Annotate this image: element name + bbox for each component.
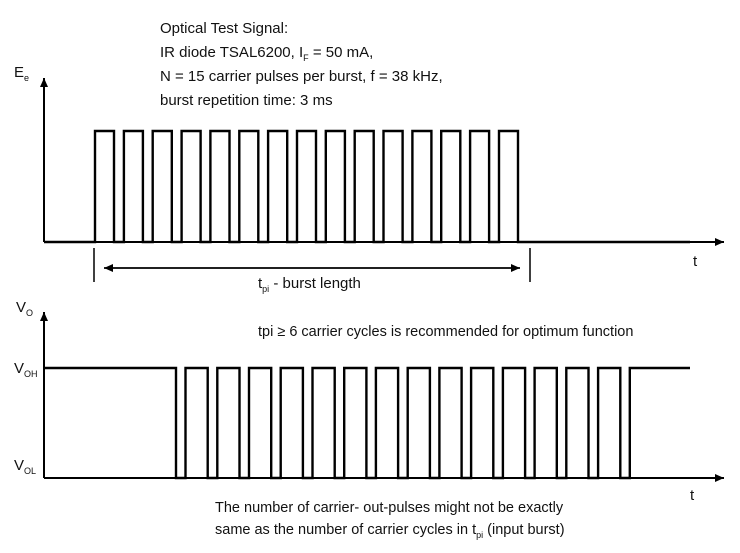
header-carrier-line: N = 15 carrier pulses per burst, f = 38 kHz, bbox=[160, 68, 443, 85]
bottom-y-axis-label bbox=[16, 299, 33, 318]
voh-level-label-main: V bbox=[14, 360, 25, 377]
burst-length-label-sub: pi bbox=[262, 284, 270, 294]
burst-length-label-rest: - burst length bbox=[269, 275, 361, 292]
header-diode-prefix: IR diode TSAL6200, I bbox=[160, 44, 304, 61]
top-x-axis-label: t bbox=[693, 253, 698, 270]
bottom-x-axis-label: t bbox=[690, 487, 695, 504]
burst-length-label bbox=[258, 275, 361, 294]
header-title: Optical Test Signal: bbox=[160, 20, 289, 37]
header-diode-sub: F bbox=[303, 53, 309, 63]
recommendation-note: tpi ≥ 6 carrier cycles is recommended for optimum function bbox=[258, 324, 634, 340]
bottom-y-axis-label-main: V bbox=[16, 299, 27, 316]
output-waveform bbox=[44, 368, 690, 478]
header-repetition-line: burst repetition time: 3 ms bbox=[160, 92, 333, 109]
header-diode-suffix: = 50 mA, bbox=[308, 44, 374, 61]
burst-length-label-main: t bbox=[258, 275, 263, 292]
vol-level-label bbox=[14, 457, 36, 476]
voh-level-label bbox=[14, 360, 38, 379]
pulse-count-note-line2-prefix: same as the number of carrier cycles in t bbox=[215, 522, 477, 538]
vol-level-label-main: V bbox=[14, 457, 25, 474]
pulse-count-note-line1: The number of carrier- out-pulses might not be exactly bbox=[215, 500, 564, 516]
vol-level-label-sub: OL bbox=[24, 466, 37, 476]
voh-level-label-sub: OH bbox=[24, 369, 38, 379]
optical-burst-waveform bbox=[44, 131, 690, 242]
pulse-count-note-line2 bbox=[215, 522, 565, 540]
pulse-count-note-line2-sub: pi bbox=[476, 530, 484, 540]
top-y-axis-label-main: E bbox=[14, 64, 25, 81]
header-diode-line bbox=[160, 44, 373, 63]
bottom-y-axis-label-sub: O bbox=[26, 308, 34, 318]
top-y-axis-label-sub: e bbox=[24, 73, 30, 83]
pulse-count-note-line2-suffix: (input burst) bbox=[483, 522, 565, 538]
top-y-axis-label bbox=[14, 64, 29, 83]
